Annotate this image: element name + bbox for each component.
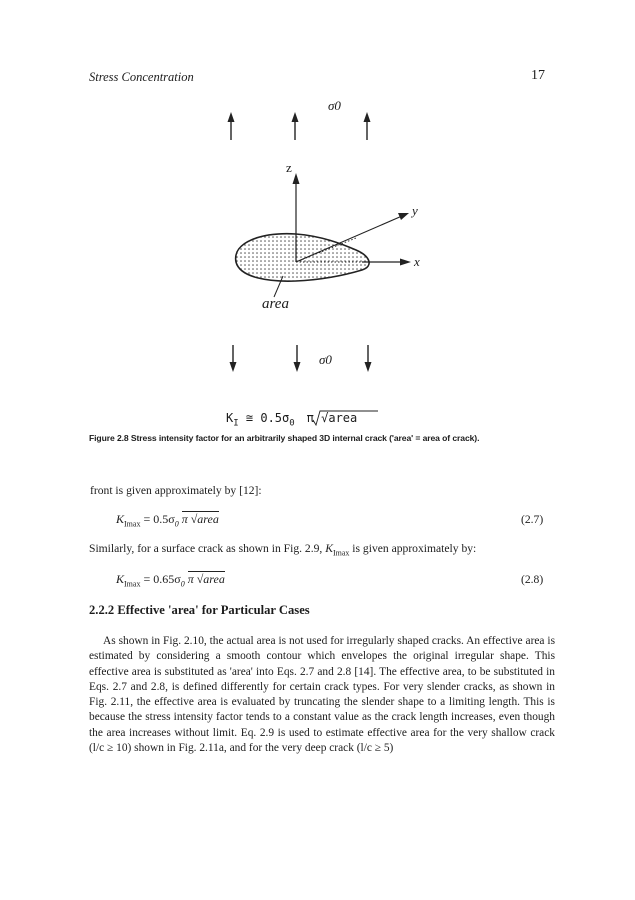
figure-formula: $K_I$ ≅ $0.5\sigma_0$ π √area [226,411,358,429]
area-label: area [262,296,289,312]
stress-arrow-up-center [292,112,299,140]
page-number: 17 [531,68,545,83]
section-heading: 2.2.2 Effective 'area' for Particular Cases [89,603,310,617]
body-paragraph: As shown in Fig. 2.10, the actual area is not used for irregularly shaped cracks. An effective area is estimated by considering a smooth contour which envelopes the original irregular shape. This effective area is substituted as 'area' into Eqs. 2.7 and 2.8 [14]. The effective area, to be substituted in Eqs. 2.7 and 2.8, is defined differently for certain crack types. For very slender cracks, as shown in Fig. 2.11, the effective area is evaluated by truncating the slender shape to a limiting length. This is because the stress intensity factor tends to a constant value as the crack length increases, even though the area increases without limit. Eq. 2.9 is used to estimate effective area for the very shallow crack (l/c ≥ 10) shown in Fig. 2.11a, and for the very deep crack (l/c ≥ 5) [89,635,555,755]
equation-2-8-number: (2.8) [521,573,544,586]
equation-2-7: $K_{Imax} = 0.5\sigma_0$ π √area [116,512,219,529]
y-axis-label: y [412,203,418,218]
figure-caption: Figure 2.8 Stress intensity factor for an arbitrarily shaped 3D internal crack ('area' = area of crack). [89,433,480,443]
x-axis-label: x [414,254,420,269]
running-header-title: Stress Concentration [89,70,194,84]
stress-arrow-down-center [294,345,301,372]
stress-arrow-down-right [365,345,372,372]
equation-2-7-number: (2.7) [521,513,544,526]
equation-2-8: $K_{Imax} = 0.65\sigma_0$ π √area [116,572,225,589]
similar-line: Similarly, for a surface crack as shown in Fig. 2.9, $K_{Imax}$ is given approximately by: [89,542,477,558]
z-axis-label: z [286,160,292,175]
sigma-top-label: σ0 [328,98,341,113]
stress-arrow-down-left [230,345,237,372]
sigma-bottom-label: σ0 [319,352,332,367]
stress-arrow-up-left [228,112,235,140]
intro-line: front is given approximately by [12]: [90,484,262,497]
stress-arrow-up-right [364,112,371,140]
